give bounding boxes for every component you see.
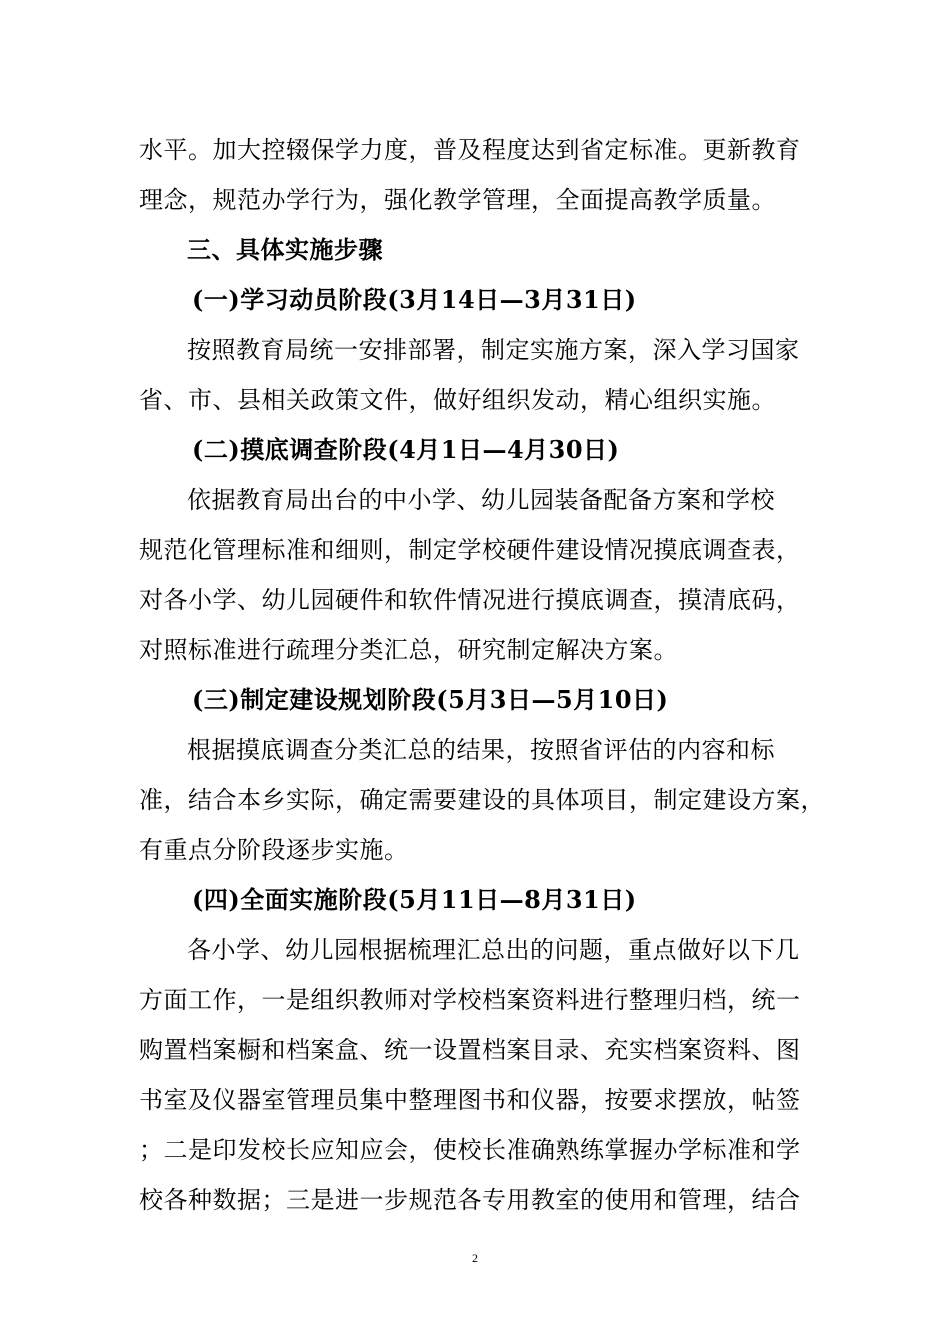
subsection-heading: (一)学习动员阶段(3月14日—3月31日) [192, 285, 637, 314]
paragraph-line: 书室及仪器室管理员集中整理图书和仪器，按要求摆放，帖签 [139, 1086, 801, 1114]
paragraph-line: 各小学、幼儿园根据梳理汇总出的问题，重点做好以下几 [187, 936, 800, 964]
subsection-heading: (二)摸底调查阶段(4月1日—4月30日) [192, 435, 620, 464]
paragraph-line: 校各种数据；三是进一步规范各专用教室的使用和管理，结合 [139, 1186, 801, 1214]
paragraph-line: 理念，规范办学行为，强化教学管理，全面提高教学质量。 [139, 186, 776, 214]
paragraph-line: 水平。加大控辍保学力度，普及程度达到省定标准。更新教育 [139, 136, 801, 164]
section-heading: 三、具体实施步骤 [187, 235, 383, 264]
paragraph-line: 对照标准进行疏理分类汇总，研究制定解决方案。 [139, 636, 678, 664]
paragraph-line: ；二是印发校长应知应会，使校长准确熟练掌握办学标准和学 [139, 1136, 801, 1164]
subsection-heading: (四)全面实施阶段(5月11日—8月31日) [192, 885, 637, 914]
paragraph-line: 依据教育局出台的中小学、幼儿园装备配备方案和学校 [187, 486, 775, 514]
paragraph-line: 根据摸底调查分类汇总的结果，按照省评估的内容和标 [187, 736, 775, 764]
paragraph-line: 购置档案橱和档案盒、统一设置档案目录、充实档案资料、图 [139, 1036, 801, 1064]
paragraph-line: 对各小学、幼儿园硬件和软件情况进行摸底调查，摸清底码， [139, 586, 801, 614]
paragraph-line: 省、市、县相关政策文件，做好组织发动，精心组织实施。 [139, 386, 776, 414]
paragraph-line: 有重点分阶段逐步实施。 [139, 836, 409, 864]
page-number: 2 [472, 1251, 478, 1265]
paragraph-line: 准，结合本乡实际，确定需要建设的具体项目，制定建设方案， [139, 786, 825, 814]
paragraph-line: 规范化管理标准和细则，制定学校硬件建设情况摸底调查表， [139, 536, 801, 564]
paragraph-line: 按照教育局统一安排部署，制定实施方案，深入学习国家 [187, 336, 800, 364]
paragraph-line: 方面工作，一是组织教师对学校档案资料进行整理归档，统一 [139, 986, 801, 1014]
subsection-heading: (三)制定建设规划阶段(5月3日—5月10日) [192, 685, 669, 714]
